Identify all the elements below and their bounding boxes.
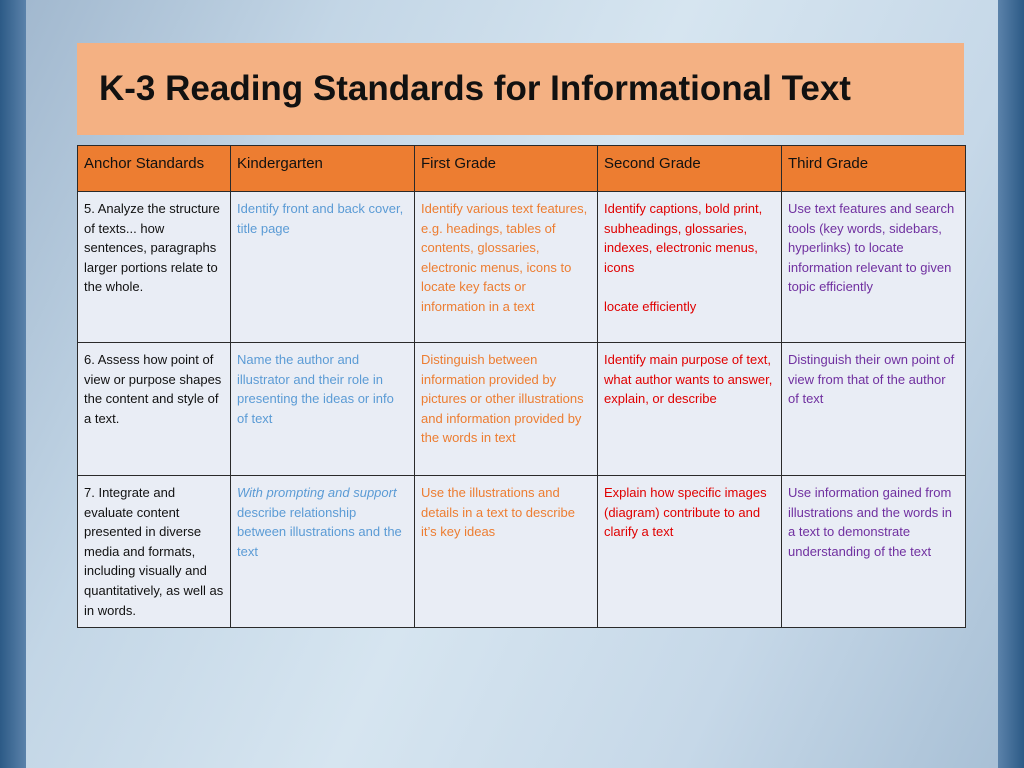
third-grade-cell: Use text features and search tools (key words, sidebars, hyperlinks) to locate information relevant to given topic efficiently xyxy=(782,192,966,343)
slide-title: K-3 Reading Standards for Informational Text xyxy=(99,69,851,108)
second-grade-text-extra: locate efficiently xyxy=(604,298,697,314)
second-grade-cell xyxy=(598,192,782,343)
anchor-cell: 7. Integrate and evaluate content presented in diverse media and formats, including visually and quantitatively, as well as in words. xyxy=(78,476,231,628)
first-grade-cell: Use the illustrations and details in a text to describe it’s key ideas xyxy=(415,476,598,628)
header-first-grade: First Grade xyxy=(415,146,598,192)
third-grade-cell: Distinguish their own point of view from that of the author of text xyxy=(782,343,966,476)
kindergarten-text: describe relationship between illustrations and the text xyxy=(237,504,402,559)
kindergarten-cell: Identify front and back cover, title page xyxy=(231,192,415,343)
first-grade-cell: Distinguish between information provided by pictures or other illustrations and information provided by the words in text xyxy=(415,343,598,476)
header-anchor-standards: Anchor Standards xyxy=(78,146,231,192)
second-grade-text: Identify captions, bold print, subheadings, glossaries, indexes, electronic menus, icons xyxy=(604,201,763,275)
kindergarten-cell: Name the author and illustrator and their role in presenting the ideas or info of text xyxy=(231,343,415,476)
table-row xyxy=(78,343,966,476)
third-grade-cell: Use information gained from illustrations and the words in a text to demonstrate understanding of the text xyxy=(782,476,966,628)
second-grade-cell: Explain how specific images (diagram) contribute to and clarify a text xyxy=(598,476,782,628)
table-header-row xyxy=(78,146,966,192)
kindergarten-emphasis: With prompting and support xyxy=(237,485,397,500)
slide-right-edge xyxy=(998,0,1024,768)
header-second-grade: Second Grade xyxy=(598,146,782,192)
title-banner xyxy=(77,43,964,135)
first-grade-cell: Identify various text features, e.g. headings, tables of contents, glossaries, electronic menus, icons to locate key facts or information in a text xyxy=(415,192,598,343)
table-row xyxy=(78,192,966,343)
kindergarten-cell xyxy=(231,476,415,628)
header-third-grade: Third Grade xyxy=(782,146,966,192)
slide-left-edge xyxy=(0,0,26,768)
table-row xyxy=(78,476,966,628)
second-grade-cell: Identify main purpose of text, what author wants to answer, explain, or describe xyxy=(598,343,782,476)
header-kindergarten: Kindergarten xyxy=(231,146,415,192)
anchor-cell: 5. Analyze the structure of texts... how sentences, paragraphs larger portions relate to the whole. xyxy=(78,192,231,343)
standards-table xyxy=(77,145,966,628)
anchor-cell: 6. Assess how point of view or purpose shapes the content and style of a text. xyxy=(78,343,231,476)
